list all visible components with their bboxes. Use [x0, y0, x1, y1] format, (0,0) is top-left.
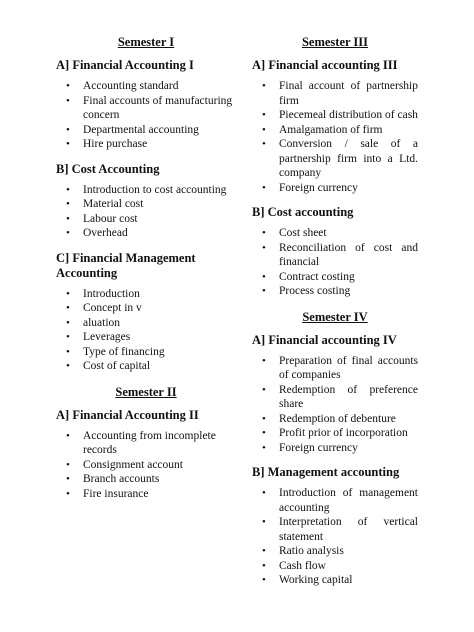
section-management-accounting-title: B] Management accounting [252, 465, 400, 479]
list-item [252, 486, 418, 515]
list-item [56, 212, 236, 227]
bullet-icon: • [262, 487, 266, 499]
section-financial-management-list [56, 287, 236, 374]
list-item [252, 123, 418, 138]
list-item-text: Profit prior of incorporation [279, 427, 408, 439]
list-item-text: Type of financing [83, 345, 165, 358]
bullet-icon: • [66, 287, 70, 300]
list-item [56, 330, 236, 345]
bullet-icon: • [262, 181, 266, 194]
list-item [56, 316, 236, 331]
list-item [56, 301, 236, 316]
list-item-text: Fire insurance [83, 487, 149, 500]
bullet-icon: • [262, 109, 266, 121]
list-item [252, 108, 418, 123]
section-financial-accounting-4-list [252, 354, 418, 456]
bullet-icon: • [262, 241, 266, 254]
bullet-icon: • [262, 80, 266, 92]
bullet-icon: • [262, 545, 266, 557]
section-financial-accounting-2-title: A] Financial Accounting II [56, 407, 199, 422]
list-item [252, 383, 418, 412]
bullet-icon: • [262, 285, 266, 297]
list-item [56, 487, 236, 502]
section-financial-accounting-1-list [56, 79, 236, 152]
list-item [56, 123, 236, 138]
bullet-icon: • [66, 360, 70, 372]
section-financial-accounting-1-title: A] Financial Accounting I [56, 58, 194, 72]
list-item-text: Introduction of management accounting [279, 487, 418, 514]
semester-4-title: Semester IV [302, 309, 368, 324]
bullet-icon: • [262, 516, 266, 528]
list-item-text: Labour cost [83, 212, 138, 225]
list-item-text: Cash flow [279, 559, 326, 572]
list-item-text: Foreign currency [279, 441, 358, 454]
list-item-text: Conversion / sale of a partnership firm into a Ltd. company [279, 138, 418, 179]
list-item [252, 573, 418, 588]
bullet-icon: • [66, 429, 70, 442]
section-financial-accounting-4-title: A] Financial accounting IV [252, 332, 397, 347]
list-item-text: Introduction [83, 287, 140, 300]
list-item-text: aluation [83, 316, 121, 329]
section-management-accounting-list [252, 486, 418, 588]
section-financial-accounting-3-title: A] Financial accounting III [252, 58, 398, 72]
section-cost-accounting-list [56, 183, 236, 241]
list-item-text: Final accounts of manufacturing concern [83, 94, 233, 121]
list-item-text: Leverages [83, 331, 131, 343]
list-item [56, 429, 236, 458]
list-item-text: Hire purchase [83, 138, 148, 150]
section-cost-accounting-title: B] Cost Accounting [56, 161, 160, 176]
list-item [252, 284, 418, 299]
list-item [252, 241, 418, 270]
bullet-icon: • [66, 94, 70, 107]
list-item-text: Redemption of preference share [279, 383, 418, 410]
list-item [56, 287, 236, 302]
list-item [252, 412, 418, 427]
bullet-icon: • [262, 354, 266, 367]
list-item [56, 197, 236, 212]
list-item-text: Working capital [279, 574, 353, 586]
section-financial-accounting-2-list [56, 429, 236, 502]
list-item-text: Redemption of debenture [279, 412, 396, 425]
list-item [56, 183, 236, 198]
bullet-icon: • [262, 138, 266, 150]
list-item [56, 472, 236, 487]
list-item [56, 94, 236, 123]
bullet-icon: • [66, 227, 70, 239]
list-item [56, 458, 236, 473]
semester-1-title: Semester I [117, 35, 175, 49]
list-item [252, 354, 418, 383]
list-item-text: Amalgamation of firm [279, 123, 383, 136]
list-item [252, 441, 418, 456]
bullet-icon: • [262, 227, 266, 239]
list-item-text: Cost of capital [83, 360, 151, 372]
bullet-icon: • [66, 302, 70, 314]
bullet-icon: • [262, 412, 266, 425]
list-item [56, 226, 236, 241]
section-cost-accounting-2-list [252, 226, 418, 299]
list-item [252, 426, 418, 441]
list-item [252, 515, 418, 544]
list-item-text: Departmental accounting [83, 123, 199, 136]
bullet-icon: • [66, 123, 70, 136]
list-item [252, 137, 418, 181]
bullet-icon: • [262, 270, 266, 283]
bullet-icon: • [262, 427, 266, 439]
list-item-text: Accounting from incomplete records [83, 429, 216, 456]
list-item-text: Reconciliation of cost and financial [279, 241, 418, 268]
bullet-icon: • [66, 138, 70, 150]
list-item-text: Process costing [279, 285, 351, 297]
bullet-icon: • [66, 183, 70, 196]
list-item [252, 181, 418, 196]
list-item-text: Foreign currency [279, 181, 358, 194]
list-item [56, 359, 236, 374]
list-item [252, 544, 418, 559]
list-item-text: Preparation of final accounts of companies [279, 354, 418, 381]
bullet-icon: • [66, 212, 70, 225]
list-item-text: Branch accounts [83, 473, 160, 485]
list-item [56, 345, 236, 360]
list-item-text: Contract costing [279, 270, 355, 283]
list-item-text: Introduction to cost accounting [83, 183, 227, 196]
bullet-icon: • [66, 473, 70, 485]
section-financial-accounting-3-list [252, 79, 418, 195]
list-item-text: Piecemeal distribution of cash [279, 109, 418, 121]
semester-3-title: Semester III [301, 35, 369, 49]
right-column [252, 34, 418, 598]
bullet-icon: • [262, 559, 266, 572]
list-item [56, 137, 236, 152]
list-item-text: Interpretation of vertical statement [279, 516, 418, 543]
bullet-icon: • [66, 198, 70, 210]
bullet-icon: • [262, 383, 266, 396]
bullet-icon: • [66, 487, 70, 500]
section-financial-management-title: C] Financial Management Accounting [56, 250, 196, 280]
list-item-text: Cost sheet [279, 227, 327, 239]
bullet-icon: • [66, 458, 70, 471]
bullet-icon: • [66, 331, 70, 343]
section-cost-accounting-2-title: B] Cost accounting [252, 205, 354, 219]
list-item-text: Final account of partnership firm [279, 80, 418, 107]
list-item-text: Concept in v [83, 302, 142, 314]
list-item-text: Material cost [83, 198, 144, 210]
bullet-icon: • [66, 80, 70, 92]
list-item [252, 79, 418, 108]
list-item-text: Accounting standard [83, 80, 179, 92]
list-item [252, 559, 418, 574]
list-item [252, 270, 418, 285]
bullet-icon: • [262, 123, 266, 136]
bullet-icon: • [66, 316, 70, 329]
list-item [252, 226, 418, 241]
bullet-icon: • [262, 574, 266, 586]
bullet-icon: • [66, 345, 70, 358]
list-item-text: Ratio analysis [279, 545, 344, 557]
list-item-text: Overhead [83, 227, 128, 239]
bullet-icon: • [262, 441, 266, 454]
list-item-text: Consignment account [83, 458, 183, 471]
semester-2-title: Semester II [115, 384, 177, 399]
list-item [56, 79, 236, 94]
left-column [56, 34, 236, 511]
